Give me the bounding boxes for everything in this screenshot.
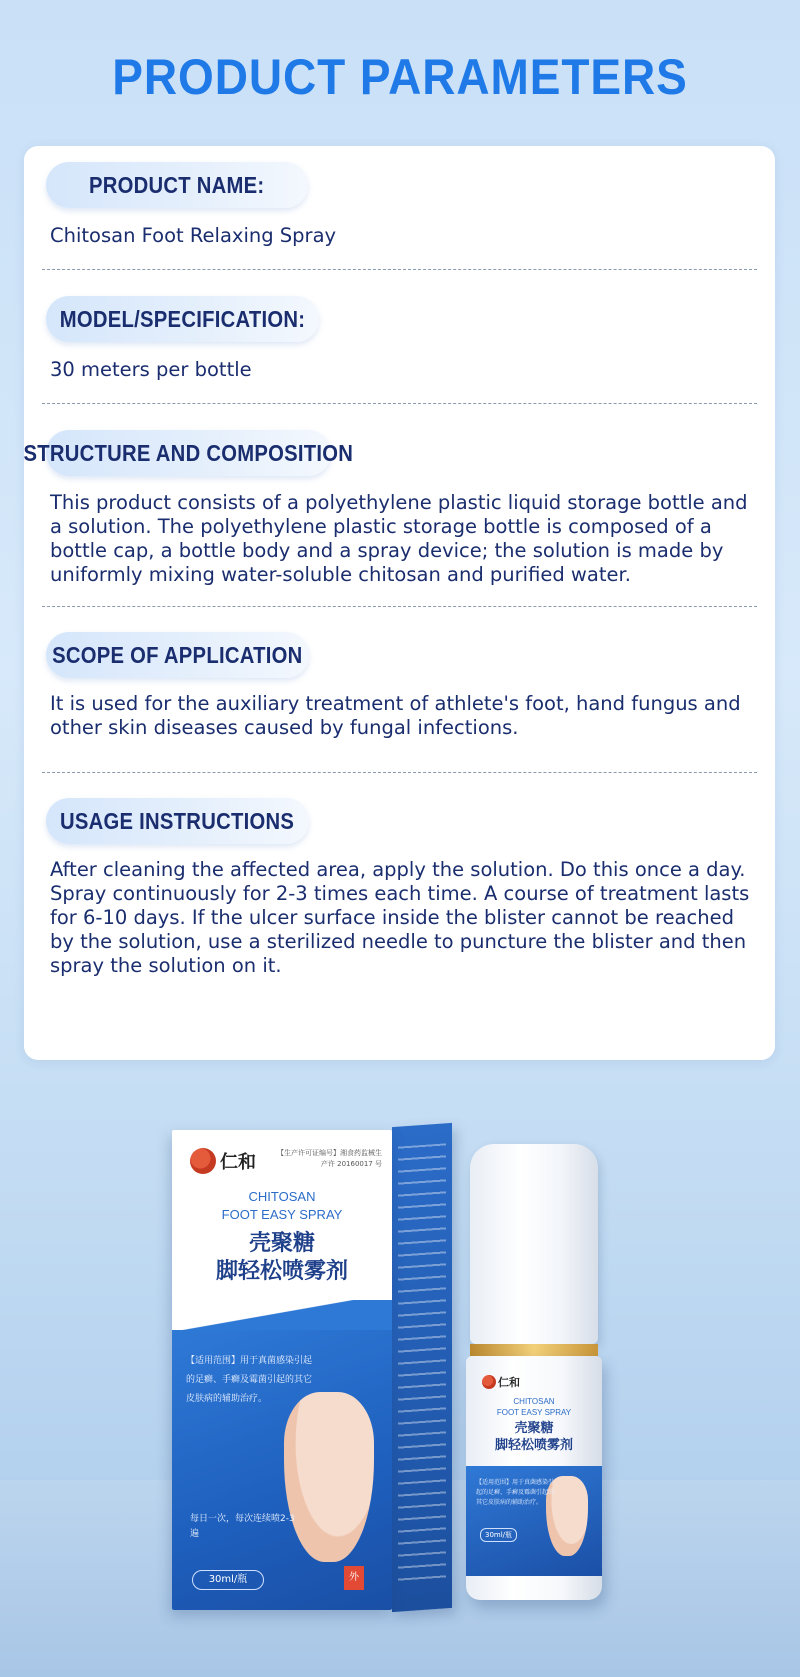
section-text-product-name: Chitosan Foot Relaxing Spray <box>50 224 337 247</box>
section-heading-model-specification: MODEL/SPECIFICATION: <box>46 296 319 342</box>
product-box-side <box>392 1123 452 1612</box>
box-daily-text: 每日一次，每次连续喷2-3遍 <box>190 1514 295 1539</box>
box-certificate: 【生产许可证编号】湘食药监械生产许 20160017 号 <box>277 1149 382 1168</box>
product-box <box>172 1130 392 1610</box>
product-photo <box>0 1080 800 1677</box>
page-title: PRODUCT PARAMETERS <box>112 49 688 105</box>
box-name-cn: 壳聚糖 脚轻松喷雾剂 <box>215 1231 348 1284</box>
bottle-name-en: CHITOSAN FOOT EASY SPRAY <box>496 1397 572 1417</box>
bottle-usage-text: 【适用范围】用于真菌感染引起的足癣、手癣及霉菌引起的其它皮肤病的辅助治疗。 <box>476 1479 555 1506</box>
section-heading-structure-composition: STRUCTURE AND COMPOSITION <box>46 430 331 476</box>
brand-mark-icon <box>482 1375 496 1389</box>
divider <box>42 269 757 270</box>
brand-mark-icon <box>190 1148 216 1174</box>
parameters-card <box>24 146 775 1060</box>
bottle-volume: 30ml/瓶 <box>480 1528 517 1542</box>
section-text-structure-composition: This product consists of a polyethylene plastic liquid storage bottle and a solution. The polyethylene plastic storage bottle is composed of a bottle cap, a bottle body and a spray device; the solution is made by uniformly mixing water-soluble chitosan and purified water. <box>50 491 748 586</box>
bottle-brand-logo: 仁和 <box>482 1374 520 1390</box>
divider <box>42 606 757 607</box>
bottle-ring <box>470 1344 598 1356</box>
bottle <box>466 1356 602 1600</box>
box-usage-text: 【适用范围】用于真菌感染引起的足癣、手癣及霉菌引起的其它皮肤病的辅助治疗。 <box>186 1356 313 1404</box>
section-text-usage-instructions: After cleaning the affected area, apply the solution. Do this once a day. Spray continuously for 2-3 times each time. A course of treatment lasts for 6-10 days. If the ulcer surface inside the blister cannot be reached by the solution, use a sterilized needle to puncture the blister and then spray the solution on it. <box>50 858 750 977</box>
bottle-cap <box>470 1144 598 1344</box>
divider <box>42 772 757 773</box>
section-heading-product-name: PRODUCT NAME: <box>46 162 308 208</box>
section-heading-scope-of-application: SCOPE OF APPLICATION <box>46 632 309 678</box>
brand-logo: 仁和 <box>190 1148 256 1174</box>
box-volume: 30ml/瓶 <box>192 1570 264 1590</box>
divider <box>42 403 757 404</box>
box-name-en: CHITOSAN FOOT EASY SPRAY <box>221 1189 343 1222</box>
section-heading-usage-instructions: USAGE INSTRUCTIONS <box>46 798 309 844</box>
bottle-name-cn: 壳聚糖 脚轻松喷雾剂 <box>494 1421 573 1453</box>
section-text-scope-of-application: It is used for the auxiliary treatment of athlete's foot, hand fungus and other skin diseases caused by fungal infections. <box>50 692 741 739</box>
box-external-badge: 外 <box>344 1566 364 1590</box>
section-text-model-specification: 30 meters per bottle <box>50 358 252 381</box>
